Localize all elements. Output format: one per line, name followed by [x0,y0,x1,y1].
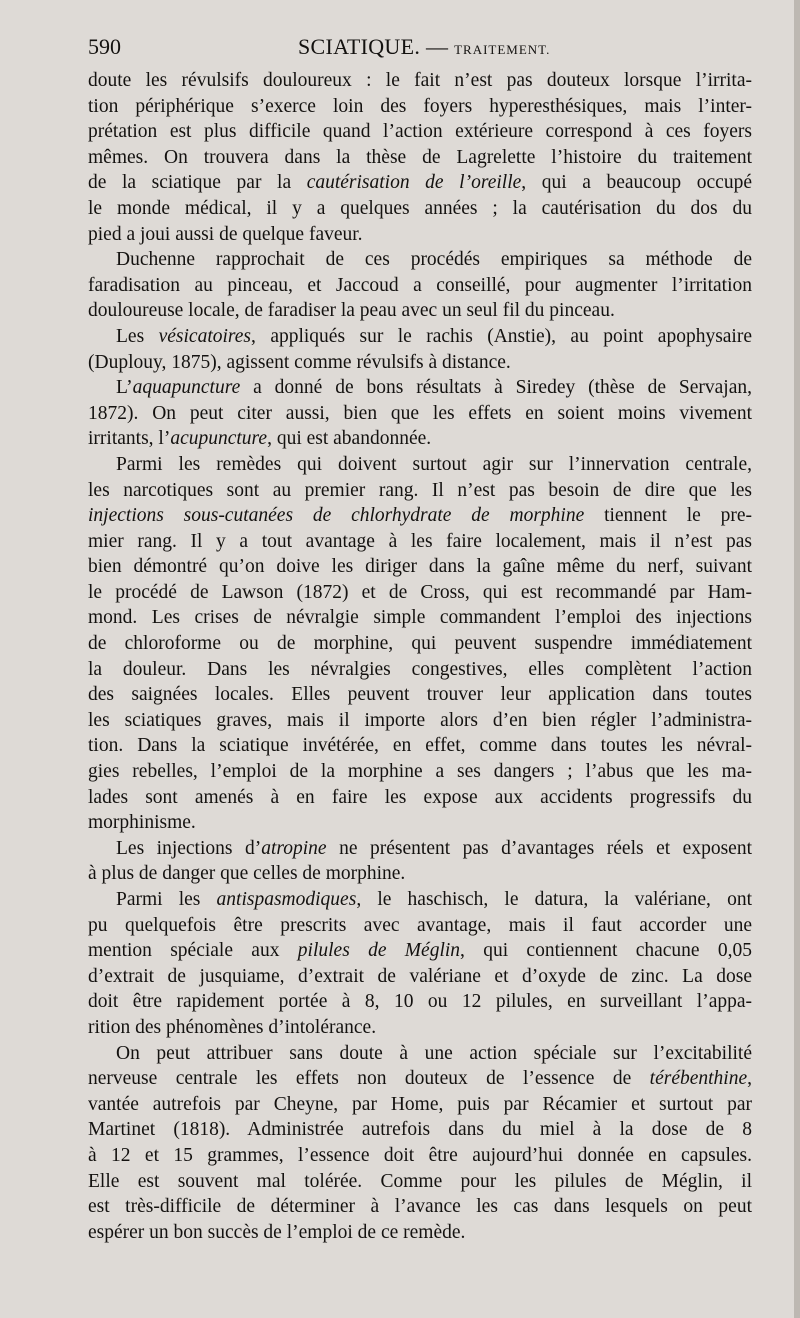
text-line [88,1092,752,1118]
italic-term: térébenthine [649,1068,748,1090]
text-segment: faradisation au pinceau, et Jaccoud a conseillé, pour augmenter l’irritation [88,274,752,296]
text-line [88,375,752,401]
text-line [88,887,752,913]
text-line [88,503,752,529]
text-segment: de chloroforme ou de morphine, qui peuvent suspendre immédiatement [88,633,752,655]
text-segment: tion. Dans la sciatique invétérée, en effet, comme dans toutes les névral- [88,735,752,757]
running-title-sub: TRAITEMENT. [454,42,551,57]
text-segment: Duchenne rapprochait de ces procédés empiriques sa méthode de [116,249,752,271]
text-segment: les sciatiques graves, mais il importe alors d’en bien régler l’administra- [88,709,752,731]
text-line [88,324,752,350]
text-segment: mier rang. Il y a tout avantage à les faire localement, mais il n’est pas [88,530,752,552]
text-segment: le procédé de Lawson (1872) et de Cross, qui est recommandé par Ham- [88,581,752,603]
text-segment: , qui est abandonnée. [267,428,432,450]
italic-term: aquapuncture [132,377,241,399]
text-segment: Parmi les [116,889,217,910]
text-line [88,350,752,376]
text-segment: des saignées locales. Elles peuvent trouver leur application dans toutes [88,684,752,706]
text-segment: , le haschisch, le datura, la valériane, ont [356,889,752,910]
text-line [88,733,752,759]
text-segment: morphinisme. [88,812,196,834]
text-line [88,170,752,196]
text-line [88,426,752,452]
text-line [88,708,752,734]
text-segment: lades sont amenés à en faire les expose aux accidents progressifs du [88,786,752,808]
text-segment: espérer un bon succès de l’emploi de ce remède. [88,1221,466,1243]
page-edge-shadow [794,0,800,1318]
text-segment: 1872). On peut citer aussi, bien que les effets en soient moins vivement [88,402,752,424]
text-segment: Les [116,325,159,347]
text-line [88,401,752,427]
text-segment: à plus de danger que celles de morphine. [88,863,406,885]
text-line [88,836,752,862]
text-segment: mêmes. On trouvera dans la thèse de Lagrelette l’histoire du traitement [88,146,752,168]
text-line [88,1194,752,1220]
text-line [88,682,752,708]
text-segment: tion périphérique s’exerce loin des foyers hyperesthésiques, mais l’inter- [88,95,752,117]
text-line [88,938,752,964]
text-line [88,657,752,683]
text-segment: pu quelquefois être prescrits avec avantage, mais il faut accorder une [88,914,752,936]
text-line [88,1117,752,1143]
running-title-main: SCIATIQUE. — [298,34,449,59]
text-segment: nerveuse centrale les effets non douteux de l’essence de [88,1068,650,1090]
italic-term: atropine [261,837,327,859]
text-line [88,989,752,1015]
text-line [88,554,752,580]
text-segment: doute les révulsifs douloureux : le fait n’est pas douteux lorsque l’irrita- [88,70,752,91]
text-segment: L’ [116,377,133,399]
text-line [88,1015,752,1041]
text-line [88,529,752,555]
text-line [88,1041,752,1067]
text-line [88,580,752,606]
text-segment: douloureuse locale, de faradiser la peau avec un seul fil du pinceau. [88,300,615,322]
page-body-text [88,68,752,1245]
text-line [88,861,752,887]
text-segment: Les injections d’ [116,837,262,859]
text-line [88,810,752,836]
text-line [88,298,752,324]
text-line [88,222,752,248]
running-title [298,34,550,60]
italic-term: pilules de Méglin [297,940,461,962]
text-segment: ne présentent pas d’avantages réels et exposent [326,837,752,859]
text-line [88,247,752,273]
text-segment: On peut attribuer sans doute à une action spéciale sur l’excitabilité [116,1042,752,1064]
text-segment: bien démontré qu’on doive les diriger dans la gaîne même du nerf, suivant [88,556,752,578]
text-line [88,1220,752,1246]
text-line [88,119,752,145]
text-segment: prétation est plus difficile quand l’action extérieure correspond à ces foyers [88,121,752,143]
text-segment: Parmi les remèdes qui doivent surtout agir sur l’innervation centrale, [116,453,752,475]
text-segment: d’extrait de jusquiame, d’extrait de valériane et d’oxyde de zinc. La dose [88,965,752,987]
text-segment: irritants, l’ [88,428,171,450]
italic-term: injections sous-cutanées de chlorhydrate de morphine [88,505,585,527]
text-line [88,631,752,657]
text-segment: Martinet (1818). Administrée autrefois dans du miel à la dose de 8 [88,1119,752,1141]
italic-term: vésicatoires [158,325,252,347]
text-segment: pied a joui aussi de quelque faveur. [88,223,363,245]
text-line [88,913,752,939]
text-segment: , [747,1068,752,1090]
text-segment: gies rebelles, l’emploi de la morphine a ses dangers ; l’abus que les ma- [88,761,752,783]
text-segment: , appliqués sur le rachis (Anstie), au point apophysaire [251,325,752,347]
text-segment: de la sciatique par la [88,172,307,194]
text-segment: mond. Les crises de névralgie simple commandent l’emploi des injections [88,607,752,629]
text-segment: est très-difficile de déterminer à l’avance les cas dans lesquels on peut [88,1196,752,1218]
text-line [88,1143,752,1169]
text-segment: mention spéciale aux [88,940,298,962]
text-segment: le monde médical, il y a quelques années ; la cautérisation du dos du [88,197,752,219]
text-line [88,145,752,171]
text-line [88,452,752,478]
text-line [88,1066,752,1092]
text-segment: , qui a beaucoup occupé [521,172,752,194]
text-line [88,478,752,504]
text-segment: a donné de bons résultats à Siredey (thèse de Servajan, [240,377,752,399]
italic-term: cautérisation de l’oreille [306,172,522,194]
text-segment: Elle est souvent mal tolérée. Comme pour les pilules de Méglin, il [88,1170,752,1192]
text-segment: la douleur. Dans les névralgies congestives, elles complètent l’action [88,658,752,680]
text-line [88,785,752,811]
text-line [88,94,752,120]
italic-term: antispasmodiques [216,889,357,910]
text-line [88,964,752,990]
text-segment: (Duplouy, 1875), agissent comme révulsifs à distance. [88,351,511,373]
text-segment: , qui contiennent chacune 0,05 [460,940,753,962]
running-header [88,34,558,64]
text-line [88,196,752,222]
text-line [88,759,752,785]
text-line [88,68,752,94]
text-line [88,1169,752,1195]
text-line [88,605,752,631]
text-segment: les narcotiques sont au premier rang. Il n’est pas besoin de dire que les [88,479,752,501]
text-segment: tiennent le pre- [584,505,752,527]
text-segment: doit être rapidement portée à 8, 10 ou 12 pilules, en surveillant l’appa- [88,991,752,1013]
text-segment: rition des phénomènes d’intolérance. [88,1016,377,1038]
text-segment: à 12 et 15 grammes, l’essence doit être aujourd’hui donnée en capsules. [88,1144,752,1166]
text-segment: vantée autrefois par Cheyne, par Home, puis par Récamier et surtout par [88,1093,752,1115]
page-number: 590 [88,34,121,59]
text-line [88,273,752,299]
italic-term: acupuncture [170,428,268,450]
